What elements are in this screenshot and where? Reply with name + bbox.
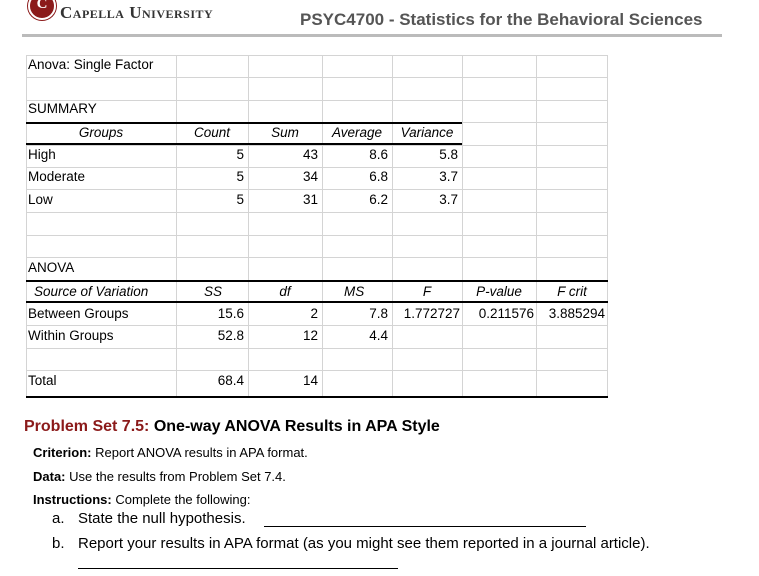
fcrit-value: 3.885294	[548, 306, 605, 321]
total-df-value: 14	[302, 373, 318, 388]
average-value: 8.6	[369, 147, 388, 162]
average-value: 6.2	[369, 192, 388, 207]
summary-header-variance: Variance	[400, 125, 454, 140]
df-value: 12	[302, 328, 318, 343]
summary-header-average: Average	[331, 125, 383, 140]
item-text: State the null hypothesis.	[78, 510, 246, 527]
total-label: Total	[28, 373, 57, 388]
sheet-title: Anova: Single Factor	[28, 57, 154, 72]
header-divider	[22, 34, 722, 37]
spreadsheet-table	[26, 55, 608, 400]
anova-header-fcrit: F crit	[557, 284, 587, 299]
item-text: Report your results in APA format (as you might see them reported in a journal article).	[78, 535, 650, 552]
summary-header-count: Count	[193, 125, 231, 140]
problem-sep: :	[144, 418, 154, 435]
problem-heading	[24, 418, 440, 436]
group-name: Low	[28, 192, 53, 207]
anova-header-ms: MS	[344, 284, 365, 299]
problem-title: One-way ANOVA Results in APA Style	[153, 418, 440, 435]
instructions-line	[33, 492, 250, 507]
group-name: High	[28, 147, 56, 162]
group-name: Moderate	[28, 169, 86, 184]
data-text: Use the results from Problem Set 7.4.	[65, 469, 286, 484]
ss-value: 15.6	[217, 306, 244, 321]
p-value: 0.211576	[478, 306, 534, 321]
problem-number: Problem Set 7.5	[24, 418, 145, 435]
criterion-line	[33, 445, 308, 460]
instructions-text: Complete the following:	[111, 492, 251, 507]
source-name: Between Groups	[28, 306, 129, 321]
source-name: Within Groups	[28, 328, 114, 343]
answer-blank-a[interactable]	[264, 526, 586, 527]
f-value: 1.772727	[403, 306, 460, 321]
ms-value: 4.4	[369, 328, 388, 343]
ss-value: 52.8	[217, 328, 244, 343]
summary-header-groups: Groups	[78, 125, 124, 140]
sum-value: 31	[302, 192, 318, 207]
df-value: 2	[310, 306, 318, 321]
sum-value: 34	[302, 169, 318, 184]
criterion-label: Criterion:	[33, 445, 92, 460]
average-value: 6.8	[369, 169, 388, 184]
university-logo-text: Capella University	[60, 3, 214, 22]
anova-header-f: F	[422, 284, 432, 299]
sum-value: 43	[302, 147, 318, 162]
anova-header-df: df	[279, 284, 291, 299]
variance-value: 3.7	[439, 169, 458, 184]
item-marker: a.	[52, 510, 65, 527]
anova-label: ANOVA	[28, 260, 75, 275]
count-value: 5	[236, 192, 244, 207]
anova-header-source: Source of Variation	[34, 284, 149, 299]
instructions-label: Instructions:	[33, 492, 112, 507]
ms-value: 7.8	[369, 306, 388, 321]
summary-label: SUMMARY	[28, 101, 97, 116]
anova-header-ss: SS	[204, 284, 223, 299]
data-line	[33, 469, 286, 484]
item-marker: b.	[52, 535, 65, 552]
page-header	[0, 0, 759, 40]
variance-value: 3.7	[439, 192, 458, 207]
criterion-text: Report ANOVA results in APA format.	[91, 445, 308, 460]
total-ss-value: 68.4	[217, 373, 244, 388]
variance-value: 5.8	[439, 147, 458, 162]
course-title: PSYC4700 - Statistics for the Behavioral Sciences	[300, 10, 703, 29]
answer-blank-b[interactable]	[78, 568, 398, 569]
summary-header-sum: Sum	[271, 125, 299, 140]
data-label: Data:	[33, 469, 66, 484]
anova-header-pvalue: P-value	[476, 284, 522, 299]
count-value: 5	[236, 147, 244, 162]
capella-seal-icon	[28, 0, 56, 20]
count-value: 5	[236, 169, 244, 184]
